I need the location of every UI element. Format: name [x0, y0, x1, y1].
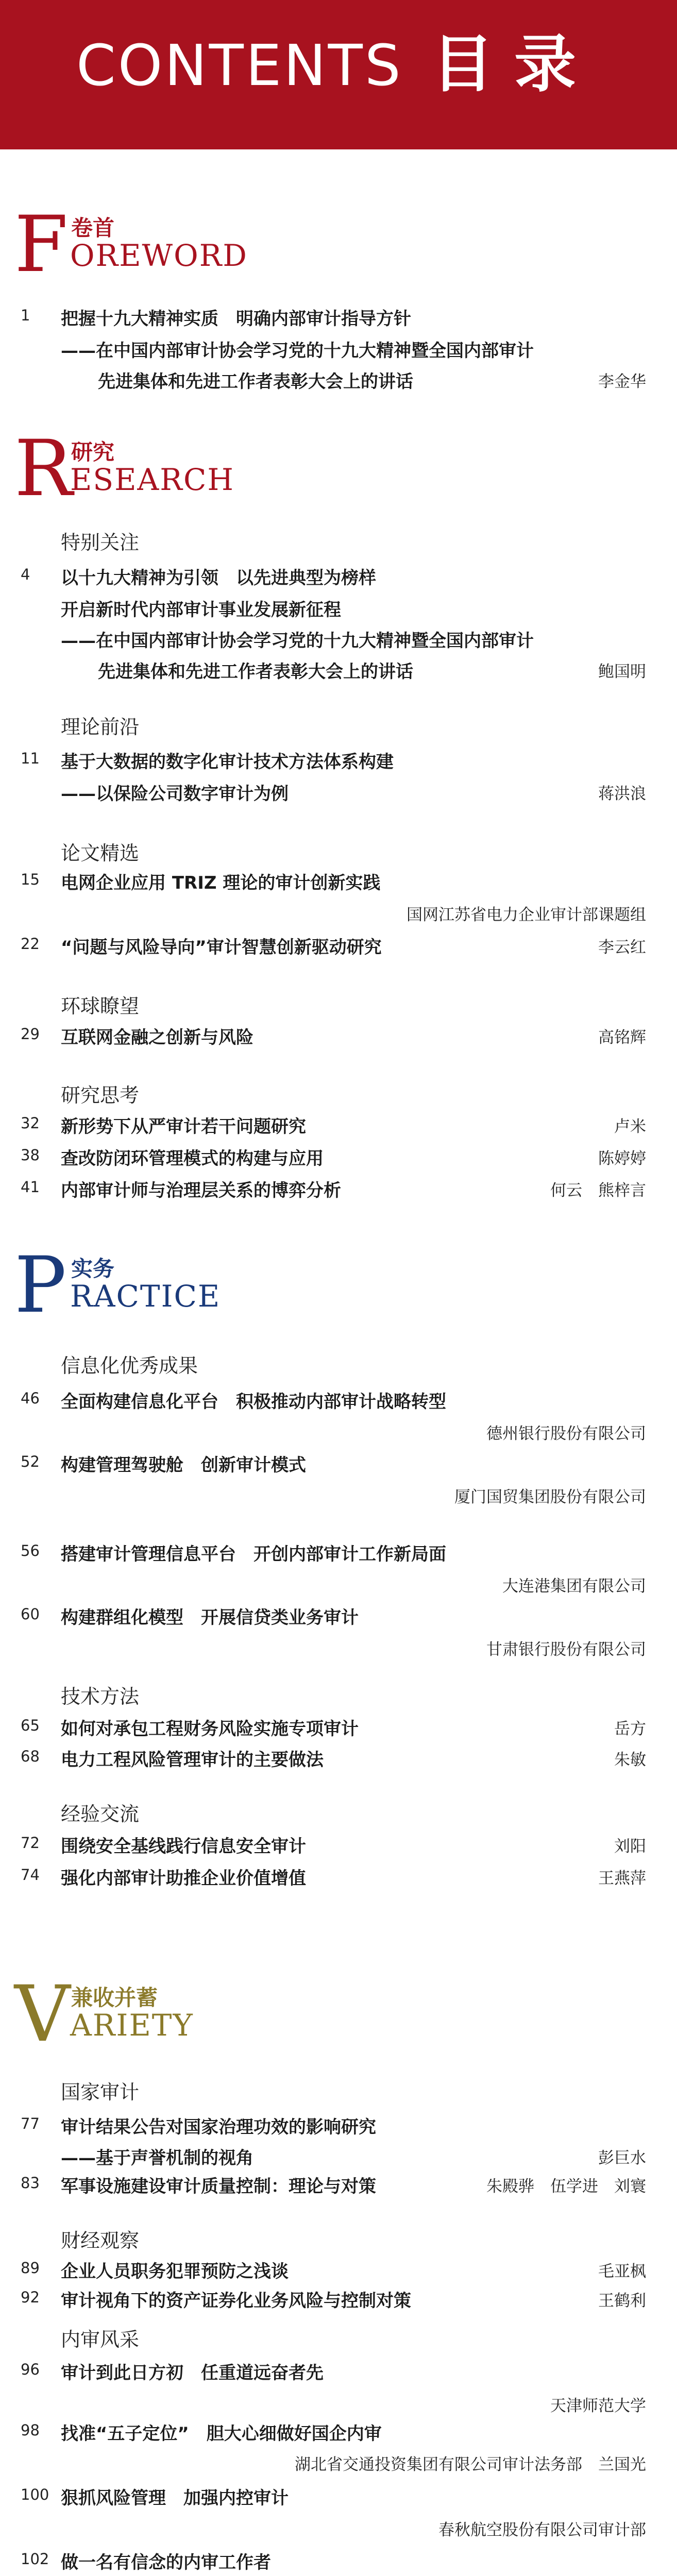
- entry-author: 天津师范大学: [550, 2397, 646, 2415]
- page-number: 102: [21, 2550, 49, 2568]
- page-number: 98: [21, 2421, 40, 2439]
- entry-author: 鲍国明: [598, 663, 646, 681]
- entry-title: 构建群组化模型 开展信贷类业务审计: [61, 1607, 359, 1628]
- entry-author: 朱敏: [614, 1751, 646, 1769]
- section-initial: P: [14, 1241, 66, 1330]
- page-number: 72: [21, 1834, 40, 1852]
- category-heading: 环球瞭望: [61, 995, 140, 1018]
- section-initial: V: [14, 1970, 71, 2059]
- entry-title: 审计视角下的资产证券化业务风险与控制对策: [61, 2291, 411, 2311]
- entry-title: 电力工程风险管理审计的主要做法: [61, 1750, 324, 1770]
- page-number: 29: [21, 1025, 40, 1043]
- entry-title: 如何对承包工程财务风险实施专项审计: [61, 1719, 359, 1739]
- entry-title: 找准“五子定位” 胆大心细做好国企内审: [61, 2424, 382, 2444]
- entry-title-cont: 开启新时代内部审计事业发展新征程: [61, 600, 341, 620]
- page-number: 92: [21, 2289, 40, 2306]
- entry-author: 德州银行股份有限公司: [486, 1425, 646, 1443]
- category-heading: 内审风采: [61, 2328, 140, 2351]
- entry-title: 强化内部审计助推企业价值增值: [61, 1868, 306, 1889]
- page-number: 32: [21, 1114, 40, 1132]
- category-heading: 特别关注: [61, 531, 140, 554]
- page-number: 74: [21, 1866, 40, 1884]
- page-number: 1: [21, 307, 30, 324]
- entry-title: “问题与风险导向”审计智慧创新驱动研究: [61, 937, 382, 958]
- entry-title: 企业人员职务犯罪预防之浅谈: [61, 2261, 289, 2282]
- entry-subtitle: ——在中国内部审计协会学习党的十九大精神暨全国内部审计: [61, 631, 534, 651]
- entry-title: 构建管理驾驶舱 创新审计模式: [61, 1455, 306, 1476]
- entry-title: 基于大数据的数字化审计技术方法体系构建: [61, 752, 394, 772]
- page-number: 77: [21, 2115, 40, 2132]
- page-number: 4: [21, 566, 30, 583]
- entry-subtitle: 先进集体和先进工作者表彰大会上的讲话: [98, 371, 413, 392]
- page-number: 96: [21, 2361, 40, 2378]
- section-label-cn: 卷首: [71, 215, 115, 241]
- entry-title: 新形势下从严审计若干问题研究: [61, 1116, 306, 1137]
- section-label-en: RACTICE: [70, 1279, 221, 1314]
- entry-title: 把握十九大精神实质 明确内部审计指导方针: [61, 309, 411, 329]
- page-number: 83: [21, 2174, 40, 2192]
- section-label-cn: 研究: [71, 439, 115, 465]
- entry-author: 陈婷婷: [598, 1149, 646, 1168]
- entry-title: 互联网金融之创新与风险: [61, 1027, 253, 1048]
- entry-author: 何云 熊梓言: [550, 1181, 646, 1200]
- page-number: 46: [21, 1389, 40, 1407]
- page-number: 65: [21, 1717, 40, 1734]
- entry-author: 李云红: [598, 938, 646, 957]
- page-number: 52: [21, 1453, 40, 1470]
- entry-author: 厦门国贸集团股份有限公司: [454, 1488, 646, 1506]
- section-label-en: OREWORD: [70, 238, 248, 273]
- contents-title-cn: 目录: [432, 29, 597, 100]
- entry-author: 岳方: [614, 1720, 646, 1738]
- entry-title: 查改防闭环管理模式的构建与应用: [61, 1148, 324, 1169]
- entry-title: 审计到此日方初 任重道远奋者先: [61, 2363, 324, 2383]
- page-number: 89: [21, 2259, 40, 2277]
- page-number: 38: [21, 1146, 40, 1164]
- entry-author: 王鹤利: [598, 2292, 646, 2310]
- entry-title: 全面构建信息化平台 积极推动内部审计战略转型: [61, 1392, 446, 1412]
- category-heading: 财经观察: [61, 2229, 140, 2252]
- entry-title: 电网企业应用 TRIZ 理论的审计创新实践: [61, 873, 381, 893]
- category-heading: 理论前沿: [61, 716, 140, 738]
- entry-subtitle: 先进集体和先进工作者表彰大会上的讲话: [98, 662, 413, 682]
- entry-author: 刘阳: [614, 1837, 646, 1856]
- entry-author: 李金华: [598, 372, 646, 391]
- entry-title: 以十九大精神为引领 以先进典型为榜样: [61, 568, 376, 588]
- section-initial: F: [14, 200, 69, 290]
- entry-title: 内部审计师与治理层关系的博弈分析: [61, 1180, 341, 1201]
- entry-title: 搭建审计管理信息平台 开创内部审计工作新局面: [61, 1544, 446, 1565]
- entry-subtitle: ——基于声誉机制的视角: [61, 2148, 253, 2168]
- contents-title-en: CONTENTS: [76, 32, 403, 98]
- entry-author: 大连港集团有限公司: [502, 1577, 646, 1596]
- section-label-en: ESEARCH: [70, 462, 234, 497]
- entry-title: 做一名有信念的内审工作者: [61, 2552, 271, 2573]
- entry-title: 围绕安全基线践行信息安全审计: [61, 1836, 306, 1857]
- entry-title: 军事设施建设审计质量控制：理论与对策: [61, 2176, 376, 2197]
- category-heading: 信息化优秀成果: [61, 1354, 198, 1377]
- section-label-en: ARIETY: [70, 2008, 194, 2043]
- entry-author: 王燕萍: [598, 1869, 646, 1888]
- contents-banner: [0, 0, 677, 149]
- category-heading: 论文精选: [61, 842, 140, 865]
- section-label-cn: 实务: [71, 1256, 115, 1281]
- entry-author: 甘肃银行股份有限公司: [486, 1640, 646, 1659]
- page-number: 22: [21, 935, 40, 953]
- section-label-cn: 兼收并蓄: [71, 1985, 158, 2010]
- entry-author: 国网江苏省电力企业审计部课题组: [407, 906, 646, 924]
- entry-author: 卢米: [614, 1117, 646, 1136]
- entry-author: 春秋航空股份有限公司审计部: [438, 2521, 646, 2539]
- entry-subtitle: ——以保险公司数字审计为例: [61, 784, 289, 804]
- page-number: 100: [21, 2486, 49, 2503]
- entry-author: 蒋洪浪: [598, 785, 646, 803]
- page-number: 56: [21, 1542, 40, 1560]
- category-heading: 技术方法: [61, 1685, 140, 1708]
- page-number: 60: [21, 1605, 40, 1623]
- entry-author: 毛亚枫: [598, 2262, 646, 2281]
- entry-author: 湖北省交通投资集团有限公司审计法务部 兰国光: [295, 2455, 646, 2474]
- page-number: 11: [21, 750, 40, 767]
- entry-subtitle: ——在中国内部审计协会学习党的十九大精神暨全国内部审计: [61, 341, 534, 361]
- category-heading: 研究思考: [61, 1084, 140, 1107]
- section-initial: R: [14, 424, 73, 514]
- page-number: 68: [21, 1748, 40, 1765]
- category-heading: 经验交流: [61, 1803, 140, 1825]
- entry-author: 彭巨水: [598, 2149, 646, 2167]
- entry-title: 狠抓风险管理 加强内控审计: [61, 2488, 289, 2509]
- page-number: 41: [21, 1178, 40, 1196]
- entry-author: 朱殿骅 伍学进 刘寰: [486, 2177, 646, 2196]
- entry-title: 审计结果公告对国家治理功效的影响研究: [61, 2117, 376, 2138]
- entry-author: 高铭辉: [598, 1028, 646, 1047]
- page-number: 15: [21, 871, 40, 888]
- category-heading: 国家审计: [61, 2081, 140, 2104]
